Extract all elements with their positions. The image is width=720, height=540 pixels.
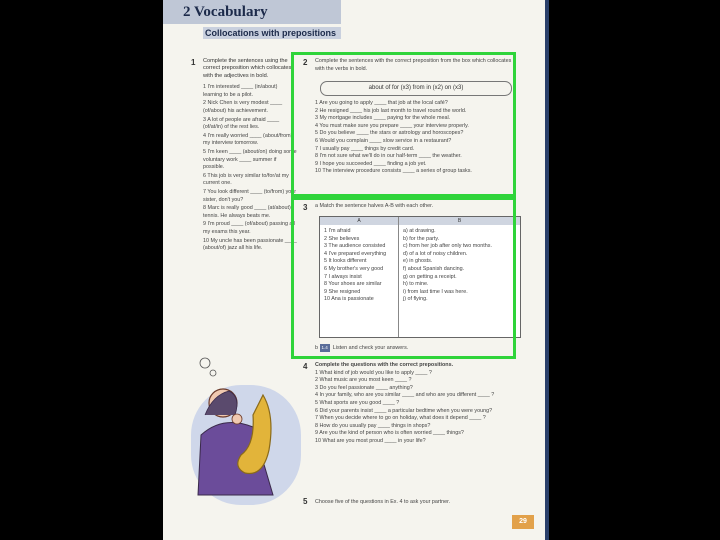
list-item: 1 Are you going to apply ____ that job at the local café? xyxy=(315,100,448,106)
list-item: j) of flying. xyxy=(403,296,428,303)
exercise-5-instruction: Choose five of the questions in Ex. 4 to ask your partner. xyxy=(315,499,451,505)
list-item: 7 You look different ____ (to/from) your sister, don't you? xyxy=(203,188,297,203)
list-item: 3 A lot of people are afraid ____ (of/at/in) of the rest lies. xyxy=(203,116,280,131)
page-number: 29 xyxy=(512,515,534,529)
list-item: 1 What kind of job would you like to apply ____ ? xyxy=(315,369,432,376)
list-item: 3 The audience consisted xyxy=(324,243,386,250)
exercise-3-instruction-a: a Match the sentence halves A-B with each other. xyxy=(315,203,434,209)
list-item: g) on getting a receipt. xyxy=(403,273,457,280)
hand xyxy=(232,414,242,424)
list-item: 9 Are you the kind of person who is often worried ____ things? xyxy=(315,430,464,437)
saxophone-player-illustration xyxy=(183,355,301,505)
list-item: 8 Marc is really good ____ (at/about) tennis. He always beats me. xyxy=(203,205,291,219)
exercise-3-instruction-b: b 1.4 Listen and check your answers. xyxy=(315,345,409,351)
list-item: 7 When you decide where to go on holiday, what does it depend ____ ? xyxy=(315,415,486,422)
list-item: 5 It looks different xyxy=(324,258,367,265)
list-item: 10 My uncle has been passionate ____ (about/of) jazz all his life. xyxy=(203,237,297,252)
list-item: 2 What music are you most keen ____ ? xyxy=(315,377,412,384)
word-box: about of for (x3) from in (x2) on (x3) xyxy=(320,81,512,96)
list-item: 4 You must make sure you prepare ____ your interview properly. xyxy=(315,122,469,129)
list-item: 9 She resigned xyxy=(324,288,361,295)
list-item: 1 I'm afraid xyxy=(324,228,351,234)
list-item: 8 How do you usually pay ____ things in shops? xyxy=(315,422,431,429)
list-item: 9 I hope you succeeded ____ finding a job yet. xyxy=(315,160,427,167)
exercise-1-number: 1 xyxy=(191,58,196,67)
list-item: 10 The interview procedure consists ____ a series of group tasks. xyxy=(315,168,472,175)
section-title: Collocations with prepositions xyxy=(203,27,341,39)
list-item: 10 Ana is passionate xyxy=(324,296,374,303)
unit-header-bar xyxy=(163,0,341,24)
list-item: 2 He resigned ____ his job last month to travel round the world. xyxy=(315,107,467,114)
list-item: e) in ghosts. xyxy=(403,258,433,265)
exercise-2-instruction: Complete the sentences with the correct preposition from the box which collocates with the verbs in bold. xyxy=(315,58,512,72)
unit-title: 2 Vocabulary xyxy=(183,4,268,20)
list-item: 6 This job is very similar to/for/at my current one. xyxy=(203,172,289,187)
exercise-4 xyxy=(315,362,520,446)
exercise-2-number: 2 xyxy=(303,58,308,67)
list-item: 7 I usually pay ____ things by credit card. xyxy=(315,145,415,152)
music-note-bubble xyxy=(200,358,210,368)
list-item: d) of a lot of noisy children. xyxy=(403,250,468,257)
exercise-4-number: 4 xyxy=(303,362,308,371)
list-item: 3 My mortgage includes ____ paying for the whole meal. xyxy=(315,115,451,122)
list-item: 8 Your shoes are similar xyxy=(324,281,382,288)
list-item: i) from last time I was here. xyxy=(403,288,468,295)
list-item: 2 She believes xyxy=(324,235,360,242)
audio-track-tag: 1.4 xyxy=(321,345,328,350)
listen-instruction: Listen and check your answers. xyxy=(332,345,409,351)
list-item: 7 I always insist xyxy=(324,273,362,280)
book-edge xyxy=(545,0,549,540)
exercise-1-list xyxy=(203,84,298,252)
list-item: b) for the party. xyxy=(403,235,440,242)
column-a-header: A xyxy=(320,217,398,225)
list-item: 4 I'm really worried ____ (about/from) my interview tomorrow. xyxy=(203,132,293,147)
music-note-bubble xyxy=(210,370,216,376)
list-item: 5 Do you believe ____ the stars or astrology and horoscopes? xyxy=(315,130,464,137)
list-item: c) from her job after only two months. xyxy=(403,243,492,250)
list-item: 4 In your family, who are you similar ____ and who are you different ____ ? xyxy=(315,392,495,399)
list-item: 4 I've prepared everything xyxy=(324,250,387,257)
list-item: a) at drawing. xyxy=(403,228,436,234)
list-item: 5 What sports are you good ____ ? xyxy=(315,399,400,406)
exercise-1 xyxy=(203,58,298,254)
list-item: f) about Spanish dancing. xyxy=(403,265,465,272)
list-item: 9 I'm proud ____ (of/about) passing all my exams this year. xyxy=(203,221,295,235)
exercise-3-number: 3 xyxy=(303,203,308,212)
list-item: 8 I'm not sure what we'll do in our half-term ____ the weather. xyxy=(315,153,462,160)
column-b-header: B xyxy=(399,217,520,225)
list-item: h) to mine. xyxy=(403,281,429,288)
list-item: 6 Would you complain ____ slow service in a restaurant? xyxy=(315,137,452,144)
list-item: 10 What are you most proud ____ in your life? xyxy=(315,437,426,444)
exercise-4-instruction: Complete the questions with the correct prepositions. xyxy=(315,362,454,368)
highlight-box-exercise-2 xyxy=(291,52,516,197)
list-item: 3 Do you feel passionate ____ anything? xyxy=(315,384,413,391)
list-item: 1 I'm interested ____ (in/about) learning to be a pilot. xyxy=(203,84,278,98)
list-item: 2 Nick Chen is very modest ____ (of/about) his achievement. xyxy=(203,100,283,114)
exercise-5-number: 5 xyxy=(303,497,308,506)
highlight-box-exercise-3 xyxy=(291,197,516,359)
list-item: 5 I'm keen ____ (about/on) doing some voluntary work ____ summer if possible. xyxy=(203,148,297,171)
list-item: 6 My brother's very good xyxy=(324,265,384,272)
exercise-1-instruction: Complete the sentences using the correct preposition which collocates with the adjectives in bold. xyxy=(203,58,292,79)
list-item: 6 Did your parents insist ____ a particular bedtime when you were young? xyxy=(315,407,493,414)
